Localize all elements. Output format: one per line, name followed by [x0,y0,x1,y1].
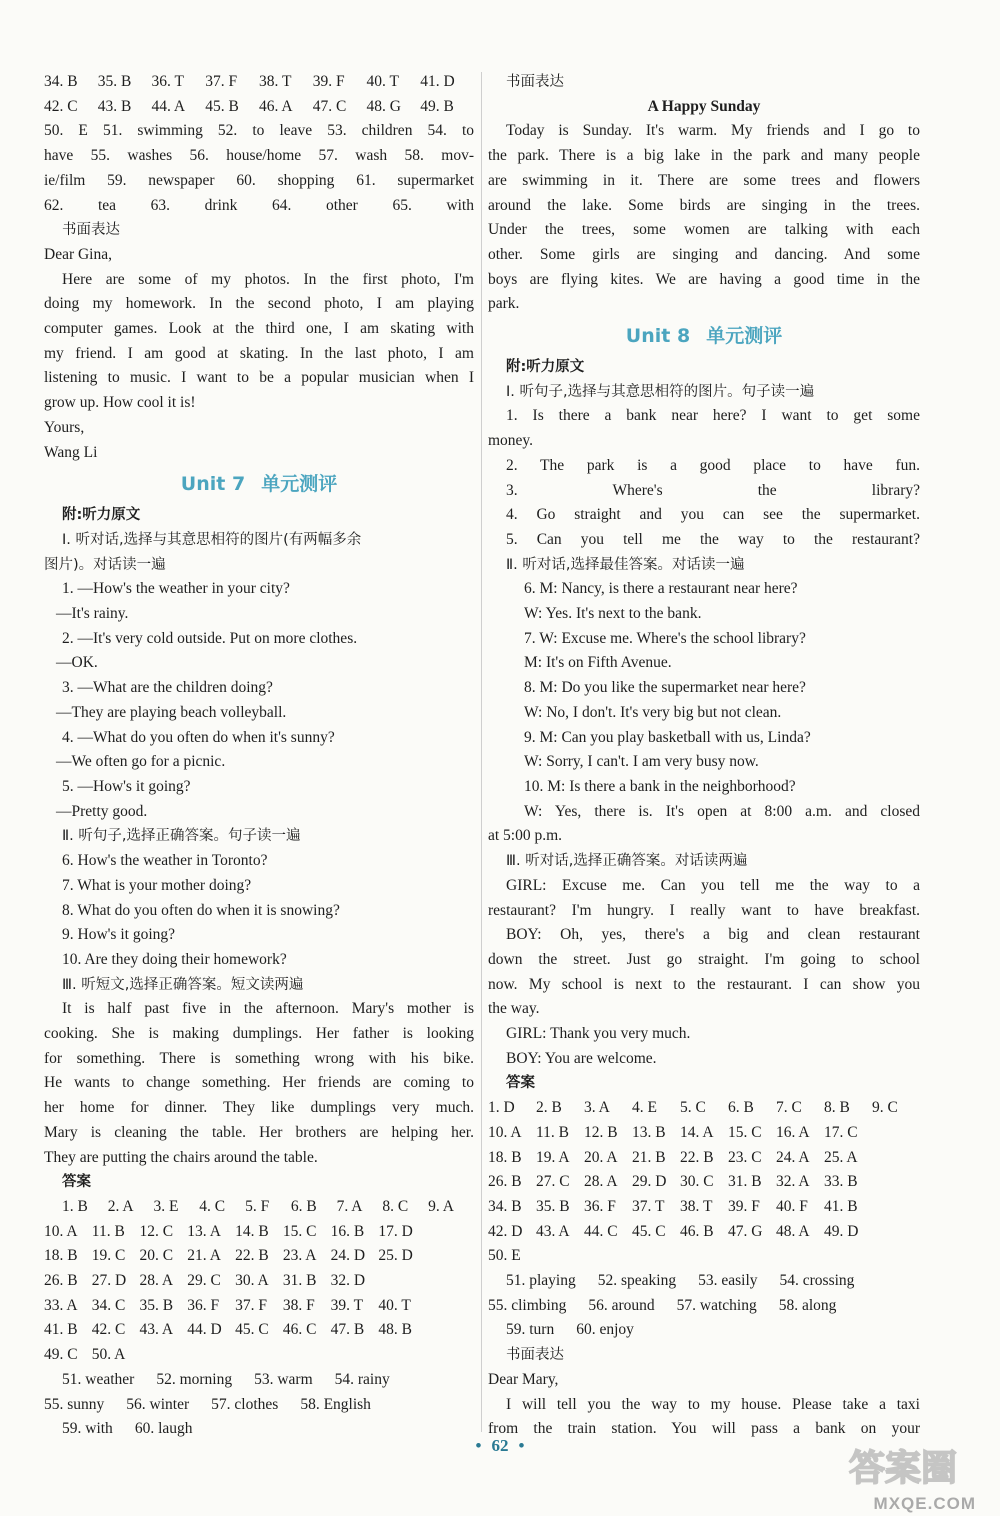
answer-item: 42. C [44,97,78,115]
letter-signature: Wang Li [44,443,98,461]
text-line: for something. There is something wrong with his bike. [44,1049,474,1067]
answer-item: 41. B [44,1321,78,1339]
text-line: from the train station. You will pass a bank on your [488,1420,920,1438]
text-line: are swimming in it. There are some trees and flowers [488,171,920,189]
answer-row [44,1294,474,1319]
answer-item: 17. C [824,1123,858,1141]
unit8-letter-body [488,1393,920,1442]
answer-item: 41. D [420,73,455,90]
text-line: —We often go for a picnic. [56,753,226,771]
text-line: They are putting the chairs around the table. [44,1148,318,1166]
fill-answer-item: 58. along [778,1296,837,1314]
answer-item: 7. C [776,1099,802,1117]
answer-item: 37. T [632,1197,665,1215]
fill-answer-row [44,1393,474,1418]
answer-row [44,1244,474,1269]
text-line: 9. M: Can you play basketball with us, Linda? [524,728,811,746]
answer-item: 28. A [584,1173,618,1191]
unit8-heading [488,319,920,353]
answer-item: 11. B [536,1123,570,1141]
text-line: —OK. [56,654,98,672]
answer-row [44,70,474,95]
fill-answer-row [44,1368,474,1393]
column-divider [481,72,482,1432]
unit7-answer-grid [44,1195,474,1368]
fill-answer-item: 54. crossing [779,1272,855,1290]
answer-item: 39. F [728,1197,760,1215]
fill-answer-item: 56. around [588,1296,655,1314]
answer-row [44,1220,474,1245]
unit7-sec2-sentences [44,849,474,973]
text-line: the way. [488,1000,540,1018]
answer-item: 30. C [680,1173,714,1191]
fill-answer-item: 60. enjoy [576,1321,634,1339]
answer-item: 33. A [44,1296,78,1314]
text-line: —It's rainy. [56,605,129,623]
text-line: my friend. I am good at skating. In the last photo, I am [44,344,474,362]
answer-item: 46. A [259,97,293,115]
unit7-passage [44,997,474,1170]
answer-item: 43. A [536,1222,570,1240]
fill-answer-item: 52. morning [156,1370,233,1388]
answer-row [488,1170,920,1195]
answer-item: 49. B [420,97,454,115]
watermark-url: MXQE.COM [873,1494,976,1513]
answer-item: 13. A [187,1222,221,1240]
fill-answer-item: 55. sunny [44,1395,105,1413]
answer-block-top [44,70,474,119]
fill-answer-item: 60. laugh [134,1420,193,1438]
answer-row [488,1244,920,1269]
text-line: other. Some girls are singing and dancing. And some [488,245,920,263]
answer-item: 32. A [776,1173,810,1191]
answer-item: 44. A [151,97,186,115]
unit8-sec3-title: Ⅲ. 听对话,选择正确答案。对话读两遍 [506,853,748,870]
left-column [44,70,474,1442]
writing-label-right: 书面表达 [506,74,564,90]
fill-answer-item: 58. English [300,1395,371,1413]
watermark-text: 答案圈 [848,1448,958,1489]
answer-item: 43. B [97,97,132,115]
answer-row [44,1269,474,1294]
answer-item: 18. B [44,1247,78,1265]
text-line: now. My school is next to the restaurant. I can show you [488,975,920,993]
right-column [488,70,920,1442]
fill-answer-row [488,1294,920,1319]
fill-answer-item: 56. winter [126,1395,190,1413]
answer-item: 44. D [187,1321,222,1339]
answer-item: 42. D [488,1222,523,1240]
text-line: He wants to change something. Her friends are coming to [44,1074,474,1092]
writing-label: 书面表达 [62,222,120,239]
answer-item: 45. C [235,1321,269,1339]
answer-item: 16. B [330,1222,365,1240]
answer-item: 47. G [728,1222,763,1240]
unit8-sec2-title: Ⅱ. 听对话,选择最佳答案。对话读一遍 [506,556,745,573]
answer-item: 5. F [245,1197,270,1215]
text-line: her home for dinner. They like dumplings very much. [44,1099,474,1117]
text-line: down the street. Just go straight. I'm going to school [488,950,920,968]
answer-item: 38. F [282,1296,315,1314]
answer-item: 2. B [536,1099,562,1117]
answer-item: 29. D [632,1173,667,1191]
fill-answer-item: 57. watching [676,1296,757,1314]
answer-item: 10. A [488,1123,522,1141]
answer-item: 1. D [488,1099,515,1117]
answer-item: 33. B [824,1173,858,1191]
answer-row [488,1121,920,1146]
answer-item: 40. T [366,73,399,90]
text-line: 4. Go straight and you can see the supermarket. [506,506,920,524]
text-line: grow up. How cool it is! [44,394,196,412]
answer-item: 34. C [91,1296,126,1314]
text-line: 8. M: Do you like the supermarket near here? [524,679,806,697]
answer-item: 31. B [728,1173,762,1191]
answer-item: 3. A [584,1099,610,1117]
text-line: W: Yes. It's next to the bank. [524,605,702,623]
answer-item: 35. B [97,73,132,90]
answer-item: 2. A [107,1197,134,1215]
unit7-transcript-label: 附:听力原文 [62,507,141,524]
answer-item: 40. F [776,1197,808,1215]
answer-item: 24. D [330,1247,366,1265]
answer-item: 14. A [680,1123,714,1141]
text-line: W: No, I don't. It's very big but not clean. [524,703,782,721]
text-line: 8. What do you often do when it is snowing? [62,901,340,919]
text-line: I will tell you the way to my house. Please take a taxi [506,1395,920,1413]
answer-item: 50. A [91,1346,126,1364]
unit8-sec2-dialogs [488,577,920,849]
text-line: 6. How's the weather in Toronto? [62,852,268,870]
text-line: 62. tea 63. drink 64. other 65. with [44,196,474,214]
answer-item: 35. B [139,1296,174,1314]
text-line: —Pretty good. [56,802,148,820]
answer-item: 9. C [872,1099,898,1117]
answer-row [488,1096,920,1121]
unit8-label: Unit 8 [625,325,691,348]
answer-item: 36. F [584,1197,616,1215]
answer-item: 27. C [536,1173,570,1191]
page-number-value: 62 [491,1436,509,1455]
unit8-sec3-dialog [488,874,920,1072]
text-line: restaurant? I'm hungry. I really want to have breakfast. [488,901,920,919]
answer-item: 20. C [139,1247,174,1265]
answer-item: 48. B [378,1321,412,1339]
unit7-heading [44,467,474,501]
unit8-fill-answers [488,1269,920,1343]
answer-item: 27. D [91,1272,127,1290]
unit8-answers-label: 答案 [506,1075,535,1092]
fill-answer-item: 53. easily [698,1272,758,1290]
answer-item: 26. B [488,1173,522,1191]
unit7-answers-label: 答案 [62,1174,91,1191]
answer-item: 23. C [728,1148,762,1166]
answer-item: 8. C [382,1197,409,1215]
text-line: BOY: Oh, yes, there's a big and clean restaurant [506,926,920,944]
answer-item: 6. B [290,1197,317,1215]
text-line: boys are flying kites. We are having a good time in the [488,270,920,288]
fill-in-answers-top [44,119,474,218]
text-line: 3. Where's the library? [506,481,920,499]
text-line: computer games. Look at the third one, I am skating with [44,320,474,338]
answer-item: 26. B [44,1272,78,1290]
fill-answer-row [488,1269,920,1294]
answer-row [44,1318,474,1343]
text-line: W: Sorry, I can't. I am very busy now. [524,753,759,771]
text-line: It is half past five in the afternoon. Mary's mother is [62,1000,474,1018]
answer-item: 19. C [91,1247,126,1265]
answer-item: 1. B [62,1197,88,1215]
answer-row [44,1343,474,1368]
unit7-sec2-title: Ⅱ. 听句子,选择正确答案。句子读一遍 [62,828,301,845]
answer-item: 12. B [584,1123,618,1141]
text-line: 5. Can you tell me the way to the restaurant? [506,530,920,548]
unit7-sec1-dialogs [44,577,474,824]
text-line: ie/film 59. newspaper 60. shopping 61. supermarket [44,171,474,189]
fill-answer-item: 59. turn [506,1321,555,1339]
answer-item: 22. B [680,1148,714,1166]
answer-item: 36. F [187,1296,220,1314]
answer-item: 6. B [728,1099,754,1117]
answer-item: 39. T [330,1296,364,1314]
answer-item: 48. A [776,1222,810,1240]
answer-row [488,1146,920,1171]
text-line: Under the trees, some women are talking with each [488,221,920,239]
text-line: 10. M: Is there a bank in the neighborhood? [524,777,796,795]
answer-item: 39. F [312,73,345,90]
unit7-fill-answers [44,1368,474,1442]
answer-item: 38. T [259,73,292,90]
text-line: 2. The park is a good place to have fun. [506,456,920,474]
answer-item: 44. C [584,1222,618,1240]
answer-item: 4. E [632,1099,657,1117]
answer-item: 30. A [235,1272,269,1290]
text-line: BOY: You are welcome. [506,1049,657,1067]
text-line: the park. There is a big lake in the park and many people [488,147,920,165]
text-line: have 55. washes 56. house/home 57. wash 58. mov- [44,147,474,165]
text-line: M: It's on Fifth Avenue. [524,654,672,672]
answer-item: 45. C [632,1222,666,1240]
answer-item: 7. A [336,1197,363,1215]
answer-item: 15. C [282,1222,317,1240]
answer-item: 19. A [536,1148,570,1166]
answer-item: 3. E [153,1197,179,1215]
answer-item: 34. B [488,1197,522,1215]
answer-item: 11. B [91,1222,125,1240]
answer-item: 21. B [632,1148,666,1166]
fill-answer-item: 52. speaking [597,1272,677,1290]
answer-item: 45. B [205,97,239,115]
text-line: around the lake. Some birds are singing in the trees. [488,196,920,214]
text-line: 1. —How's the weather in your city? [62,580,290,598]
answer-item: 8. B [824,1099,850,1117]
answer-item: 35. B [536,1197,570,1215]
unit8-writing-label: 书面表达 [506,1347,564,1364]
answer-item: 49. D [824,1222,859,1240]
text-line: 1. Is there a bank near here? I want to get some [506,407,920,425]
letter-greeting: Dear Gina, [44,245,112,263]
unit8-letter-greeting: Dear Mary, [488,1370,559,1388]
letter-closing: Yours, [44,418,85,436]
answer-item: 22. B [235,1247,269,1265]
answer-item: 50. E [488,1247,521,1265]
essay-body [488,119,920,317]
text-line: W: Yes, there is. It's open at 8:00 a.m. and closed [524,802,920,820]
page-number-dot-left: • [475,1436,482,1455]
text-line: listening to music. I want to be a popular musician when I [44,369,474,387]
answer-row [488,1220,920,1245]
answer-item: 34. B [44,73,78,90]
fill-answer-item: 55. climbing [488,1296,567,1314]
answer-item: 36. T [151,73,184,90]
answer-item: 29. C [187,1272,221,1290]
answer-item: 21. A [187,1247,221,1265]
text-line: 5. —How's it going? [62,777,191,795]
answer-item: 23. A [282,1247,317,1265]
answer-item: 49. C [44,1346,78,1364]
unit7-sec3-title: Ⅲ. 听短文,选择正确答案。短文读两遍 [62,976,304,993]
fill-answer-row [488,1318,920,1343]
answer-item: 16. A [776,1123,810,1141]
answer-item: 13. B [632,1123,666,1141]
unit7-title: 单元测评 [261,473,338,496]
unit8-sec1-sentences [488,404,920,552]
answer-item: 46. C [282,1321,317,1339]
letter-body [44,268,474,416]
text-line: 7. What is your mother doing? [62,876,252,894]
answer-item: 5. C [680,1099,706,1117]
text-line: doing my homework. In the second photo, I am playing [44,295,474,313]
essay-title: A Happy Sunday [647,97,761,115]
answer-item: 40. T [378,1296,411,1314]
answer-row [488,1195,920,1220]
text-line: 3. —What are the children doing? [62,679,273,697]
text-line: GIRL: Thank you very much. [506,1025,691,1043]
answer-item: 37. F [205,73,238,90]
answer-item: 14. B [235,1222,269,1240]
answer-item: 47. B [330,1321,365,1339]
answer-item: 12. C [139,1222,174,1240]
unit8-transcript-label: 附:听力原文 [506,359,585,376]
answer-item: 17. D [378,1222,413,1240]
page-number-dot-right: • [518,1436,525,1455]
unit7-sec1-title-cont: 图片)。对话读一遍 [44,556,166,573]
text-line: Today is Sunday. It's warm. My friends and I go to [506,122,920,140]
answer-item: 28. A [139,1272,174,1290]
fill-answer-item: 59. with [62,1420,113,1438]
text-line: GIRL: Excuse me. Can you tell me the way to a [506,876,920,894]
text-line: at 5:00 p.m. [488,827,563,845]
unit7-label: Unit 7 [180,473,246,496]
answer-item: 48. G [366,97,401,115]
text-line: 2. —It's very cold outside. Put on more clothes. [62,629,358,647]
unit7-sec1-title: Ⅰ. 听对话,选择与其意思相符的图片(有两幅多余 [62,531,362,548]
answer-item: 25. A [824,1148,858,1166]
answer-item: 41. B [824,1197,858,1215]
answer-item: 18. B [488,1148,522,1166]
unit8-title: 单元测评 [706,325,783,348]
text-line: 50. E 51. swimming 52. to leave 53. children 54. to [44,122,474,140]
fill-answer-item: 53. warm [254,1370,313,1388]
fill-answer-item: 54. rainy [334,1370,390,1388]
answer-item: 15. C [728,1123,762,1141]
watermark-logo [828,1440,978,1502]
text-line: 10. Are they doing their homework? [62,950,287,968]
answer-item: 32. D [330,1272,366,1290]
text-line: Here are some of my photos. In the first photo, I'm [62,270,474,288]
answer-item: 42. C [91,1321,126,1339]
unit8-answer-grid [488,1096,920,1269]
answer-item: 31. B [282,1272,317,1290]
answer-item: 47. C [312,97,347,115]
text-line: money. [488,432,534,450]
fill-answer-item: 51. playing [506,1272,576,1290]
answer-item: 24. A [776,1148,810,1166]
text-line: —They are playing beach volleyball. [56,703,287,721]
text-line: 9. How's it going? [62,926,176,944]
answer-item: 38. T [680,1197,713,1215]
text-line: cooking. She is making dumplings. Her father is looking [44,1025,474,1043]
answer-item: 20. A [584,1148,618,1166]
answer-item: 37. F [235,1296,267,1314]
text-line: 7. W: Excuse me. Where's the school library? [524,629,806,647]
answer-item: 10. A [44,1222,78,1240]
answer-item: 46. B [680,1222,714,1240]
text-line: 6. M: Nancy, is there a restaurant near here? [524,580,798,598]
unit8-sec1-title: Ⅰ. 听句子,选择与其意思相符的图片。句子读一遍 [506,383,815,400]
answer-item: 9. A [428,1197,454,1215]
text-line: Mary is cleaning the table. Her brothers are helping her. [44,1123,474,1141]
fill-answer-item: 57. clothes [211,1395,279,1413]
answer-row [44,95,474,120]
answer-item: 25. D [378,1247,413,1265]
answer-item: 4. C [199,1197,226,1215]
answer-item: 43. A [139,1321,174,1339]
answer-row [44,1195,474,1220]
text-line: park. [488,295,520,313]
fill-answer-item: 51. weather [62,1370,135,1388]
text-line: 4. —What do you often do when it's sunny? [62,728,335,746]
